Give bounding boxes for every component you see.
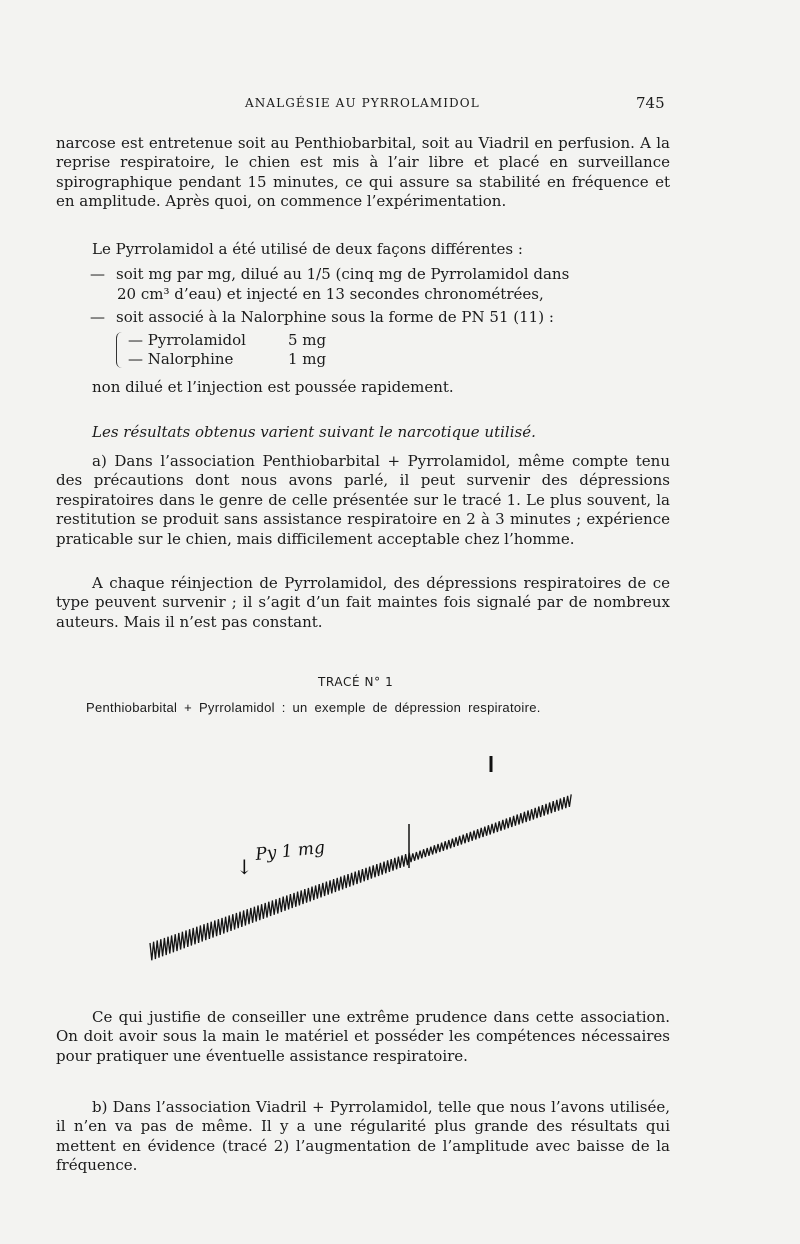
injection-arrow: ↓	[236, 855, 253, 879]
dose-nalorphine-amount: 1 mg	[288, 350, 327, 368]
paragraph-prudence: Ce qui justifie de conseiller une extrême prudence dans cette association. On doit avoir sous la main le matériel et posséder les compétences nécessaires pour pratiquer une éventuelle assistance respiratoire.	[56, 1008, 670, 1065]
list-dash: —	[90, 265, 105, 283]
results-heading: Les résultats obtenus varient suivant le narcotique utilisé.	[92, 423, 536, 441]
dose-pyrrolamidol-amount: 5 mg	[288, 331, 327, 349]
paragraph-narcose: narcose est entretenue soit au Penthiobarbital, soit au Viadril en perfusion. A la reprise respiratoire, le chien est mis à l’air libre et placé en surveillance spirographique pendant 15 minutes, ce qui assure sa stabilité en fréquence et en amplitude. Après quoi, on commence l’expérimentation.	[56, 134, 670, 211]
running-head: ANALGÉSIE AU PYRROLAMIDOL	[245, 96, 480, 110]
handwritten-note: Py 1 mg	[254, 837, 326, 865]
list-item-dilution-line2: 20 cm³ d’eau) et injecté en 13 secondes chronométrées,	[117, 285, 544, 303]
dose-pyrrolamidol	[128, 331, 327, 350]
figure-caption: Penthiobarbital + Pyrrolamidol : un exemple de dépression respiratoire.	[86, 700, 541, 715]
list-item-dilution	[90, 265, 670, 284]
dose-nalorphine-name: — Nalorphine	[128, 350, 234, 368]
dose-brace	[116, 332, 125, 368]
paragraph-association-b: b) Dans l’association Viadril + Pyrrolamidol, telle que nous l’avons utilisée, il n’en va pas de même. Il y a une régularité plus grande des résultats qui mettent en évidence (tracé 2) l’augmentation de l’amplitude avec baisse de la fréquence.	[56, 1098, 670, 1175]
list-item-nalorphine-text: soit associé à la Nalorphine sous la forme de PN 51 (11) :	[116, 308, 554, 326]
list-item-nalorphine	[90, 308, 670, 327]
page-number: 745	[636, 94, 665, 112]
dose-pyrrolamidol-name: — Pyrrolamidol	[128, 331, 246, 349]
page-header	[0, 94, 800, 116]
paragraph-non-dilue: non dilué et l’injection est poussée rapidement.	[92, 378, 454, 396]
list-dash: —	[90, 308, 105, 326]
list-item-dilution-line1: soit mg par mg, dilué au 1/5 (cinq mg de Pyrrolamidol dans	[116, 265, 570, 283]
spirogram-trace	[150, 794, 571, 960]
figure-title: TRACÉ N° 1	[318, 675, 394, 689]
paragraph-association-a: a) Dans l’association Penthiobarbital + Pyrrolamidol, même compte tenu des précautions dont nous avons parlé, il peut survenir des dépressions respiratoires dans le genre de celle présentée sur le tracé 1. Le plus souvent, la restitution se produit sans assistance respiratoire en 2 à 3 minutes ; expérience praticable sur le chien, mais difficilement acceptable chez l’homme.	[56, 452, 670, 548]
paragraph-reinjection: A chaque réinjection de Pyrrolamidol, des dépressions respiratoires de ce type peuvent survenir ; il s’agit d’un fait maintes fois signalé par de nombreux auteurs. Mais il n’est pas constant.	[56, 574, 670, 631]
dose-nalorphine	[128, 350, 327, 369]
paragraph-two-ways: Le Pyrrolamidol a été utilisé de deux façons différentes :	[92, 240, 523, 258]
respiratory-tracing	[0, 740, 800, 990]
